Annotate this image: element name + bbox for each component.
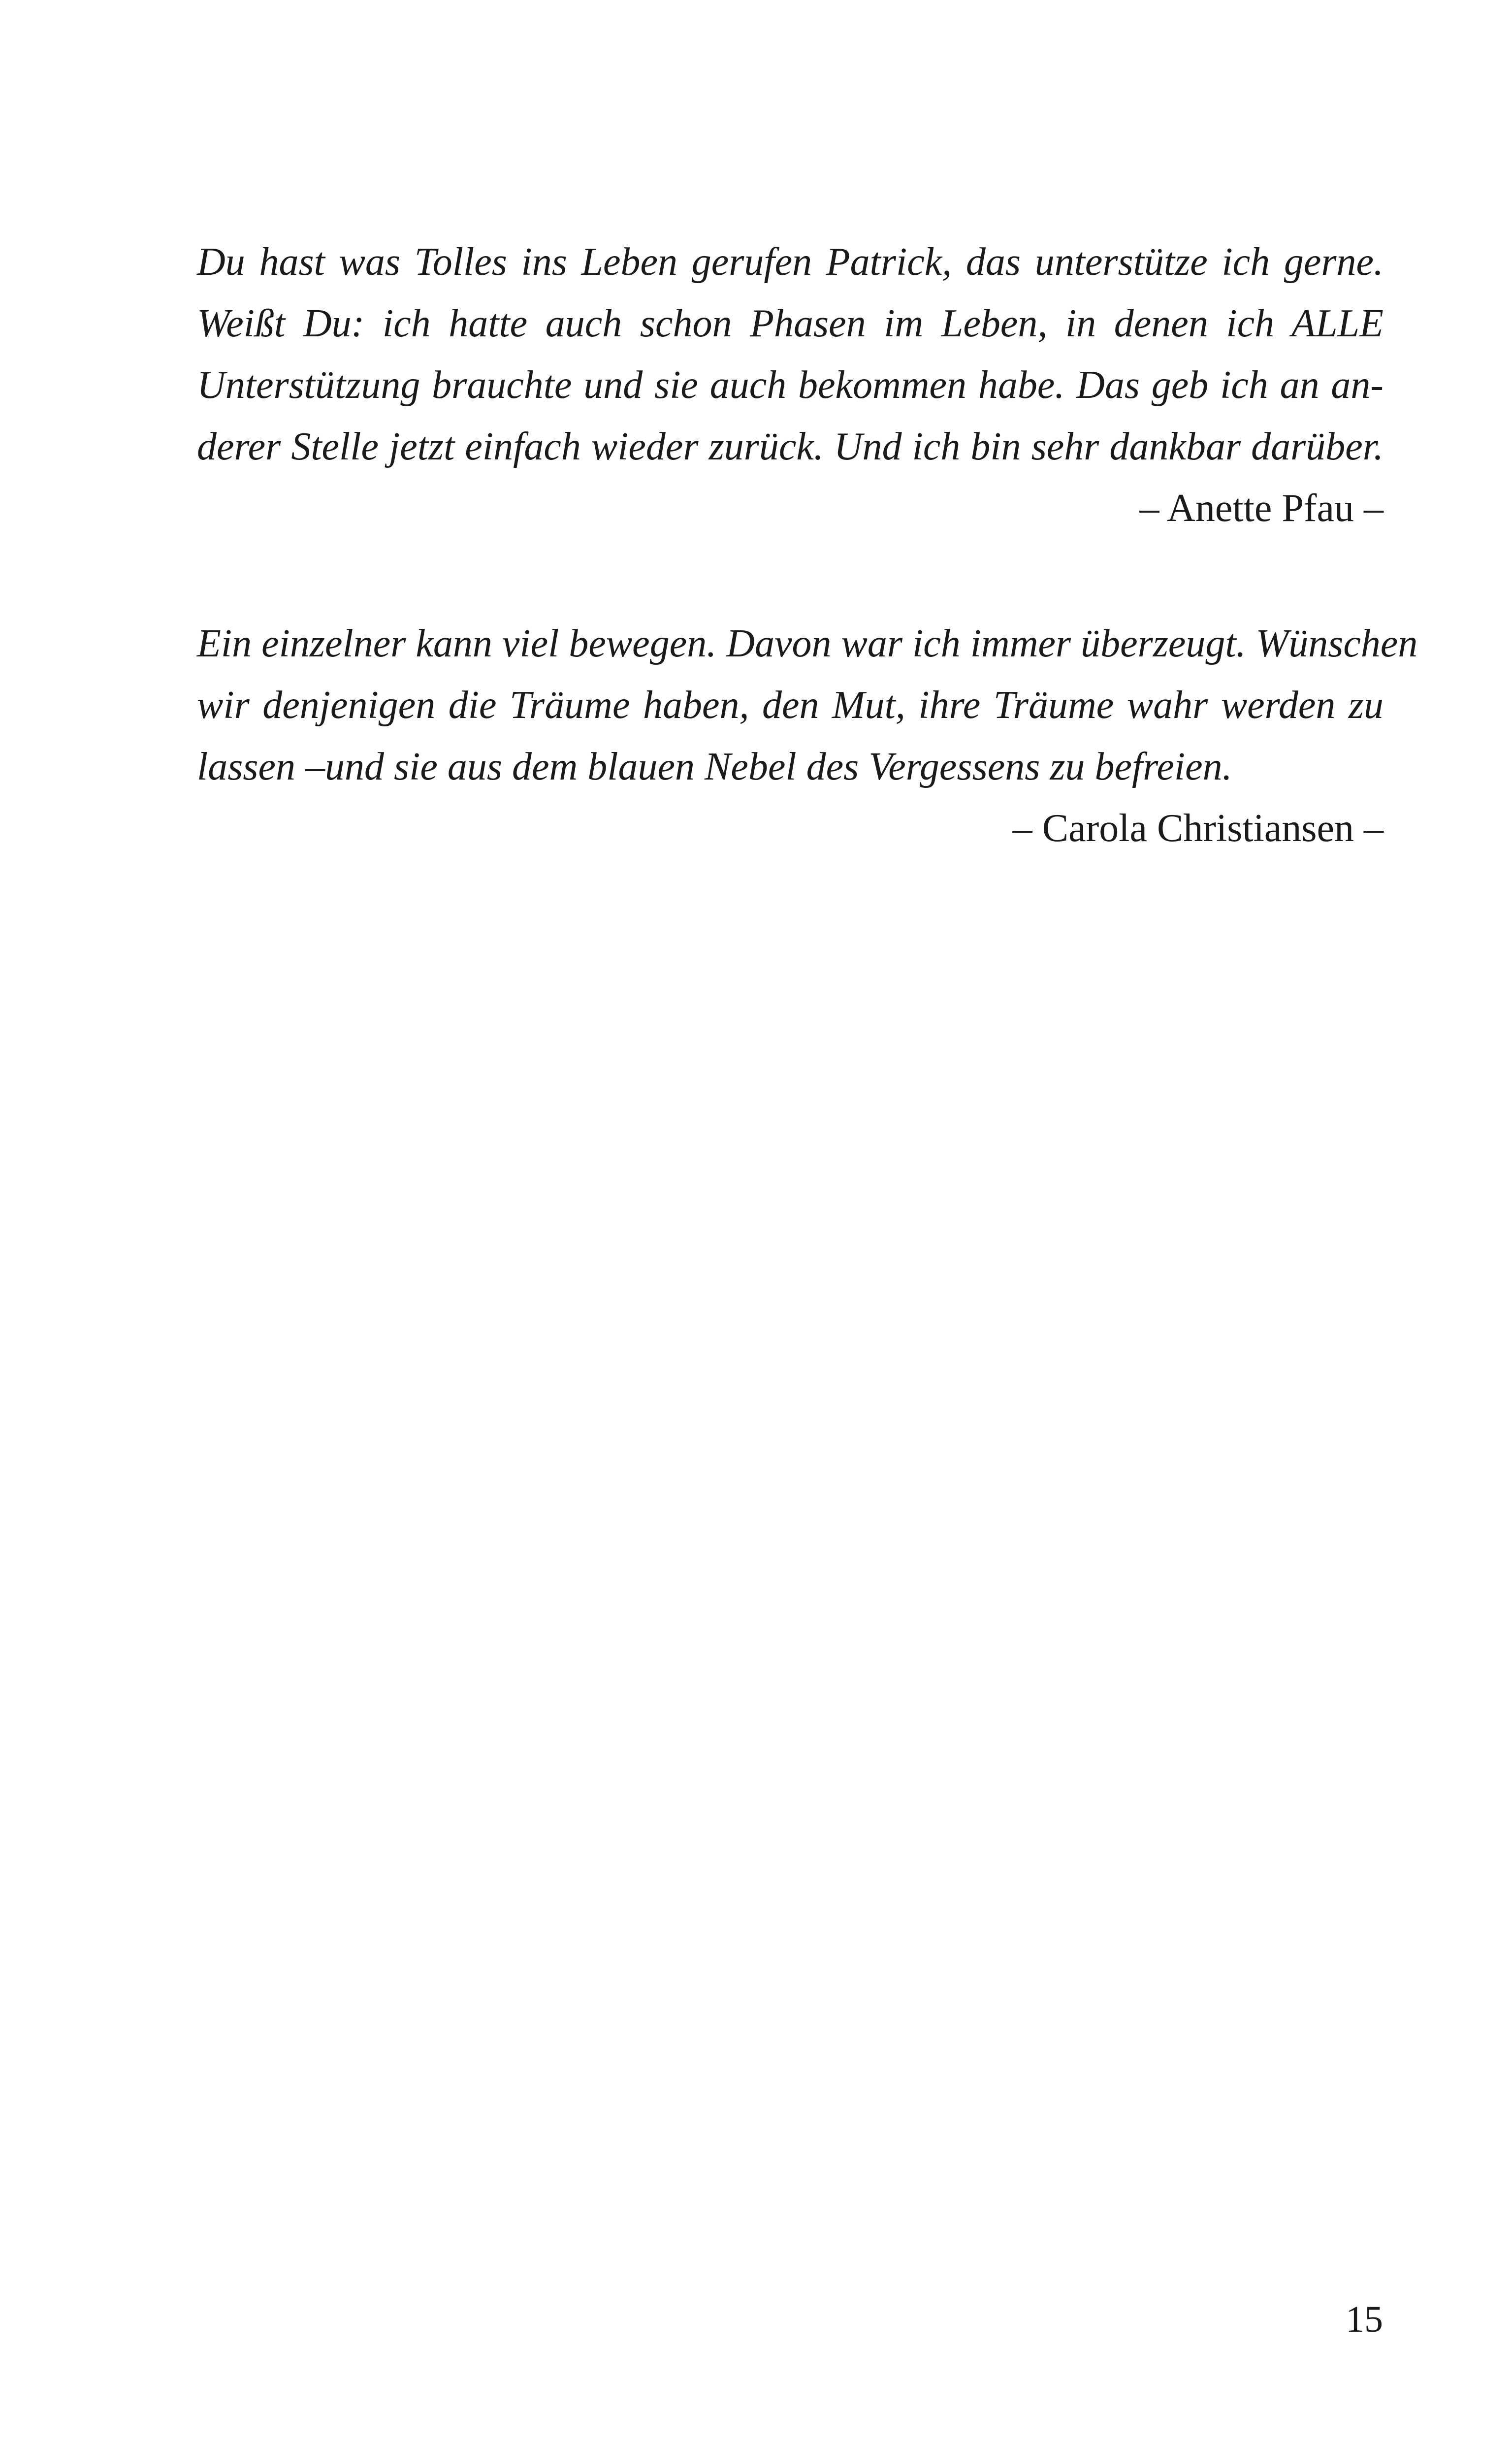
quote-line: lassen –und sie aus dem blauen Nebel des Vergessens zu befreien. (197, 745, 1232, 788)
quote-block-anette-pfau (197, 231, 1383, 539)
page-number: 15 (1346, 2299, 1383, 2340)
quote-line: wir denjenigen die Träume haben, den Mut, ihre Träume wahr werden zu (197, 684, 1383, 727)
quote-line: Du hast was Tolles ins Leben gerufen Patrick, das unterstütze ich gerne. (197, 240, 1383, 284)
quote-block-carola-christiansen (197, 613, 1418, 859)
quote-line: Unterstützung brauchte und sie auch bekommen habe. Das geb ich an an- (197, 363, 1383, 407)
quote-line: Weißt Du: ich hatte auch schon Phasen im Leben, in denen ich ALLE (197, 302, 1383, 345)
quote-line: Ein einzelner kann viel bewegen. Davon war ich immer überzeugt. Wünschen (197, 622, 1418, 665)
quote-attribution: – Anette Pfau – (1139, 487, 1383, 530)
quote-line: derer Stelle jetzt einfach wieder zurück. Und ich bin sehr dankbar darüber. (197, 425, 1383, 468)
quote-attribution: – Carola Christiansen – (1012, 807, 1383, 850)
